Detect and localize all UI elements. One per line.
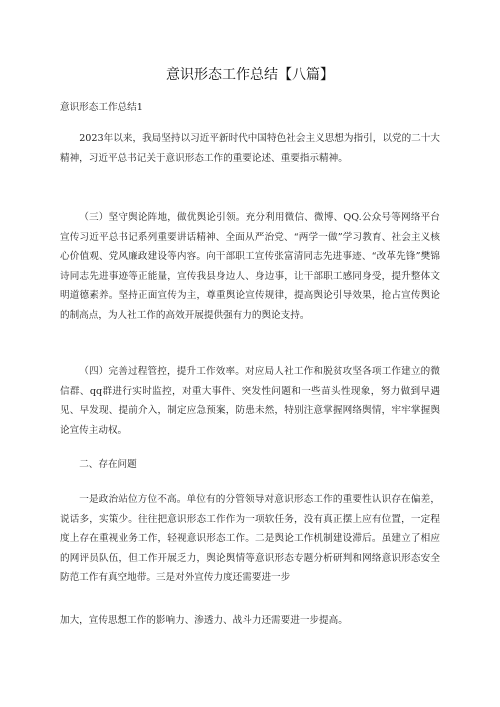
section-three-paragraph: （三）坚守舆论阵地，做优舆论引领。充分利用微信、微博、QQ.公众号等网络平台宣传习近平总书记系列重要讲话精神、全面从严治党、“两学一做”学习教育、社会主义核心价值观、党风廉政建设等内容。向干部职工宣传张富清同志先进事迹、“改革先锋”樊锦诗同志先进事迹等正能量，宣传我县身边人、身边事，让干部职工感同身受，提升整体文明道德素养。坚持正面宣传为主，尊重舆论宣传规律，提高舆论引导效果，抢占宣传舆论的制高点，为人社工作的高效开展提供强有力的舆论支持。 bbox=[60, 212, 440, 321]
closing-paragraph: 加大，宣传思想工作的影响力、渗透力、战斗力还需要进一步提高。 bbox=[60, 615, 348, 626]
document-title: 意识形态工作总结【八篇】 bbox=[166, 67, 334, 83]
intro-paragraph: 2023年以来，我局坚持以习近平新时代中国特色社会主义思想为指引，以党的二十大精神，习近平总书记关于意识形态工作的重要论述、重要指示精神。 bbox=[60, 133, 440, 164]
problems-paragraph: 一是政治站位方位不高。单位有的分管领导对意识形态工作的重要性认识存在偏差，说话多，实策少。往往把意识形态工作作为一项软任务，没有真正摆上应有位置，一定程度上存在重视业务工作，轻视意识形态工作。二是舆论工作机制建设滞后。虽建立了相应的网评员队伍，但工作开展乏力，舆论舆情等意识形态专题分析研判和网络意识形态安全防范工作有真空地带。三是对外宣传力度还需要进一步 bbox=[60, 494, 440, 583]
section-four-paragraph: （四）完善过程管控，提升工作效率。对应局人社工作和脱贫攻坚各项工作建立的微信群、qq群进行实时监控，对重大事件、突发性问题和一些苗头性现象，努力做到早遇见、早发现、提前介入，制定应急预案，防患未然，特别注意掌握网络舆情，牢牢掌握舆论宣传主动权。 bbox=[60, 366, 440, 436]
section-heading-problems: 二、存在问题 bbox=[79, 459, 137, 470]
document-subtitle: 意识形态工作总结1 bbox=[60, 102, 143, 113]
